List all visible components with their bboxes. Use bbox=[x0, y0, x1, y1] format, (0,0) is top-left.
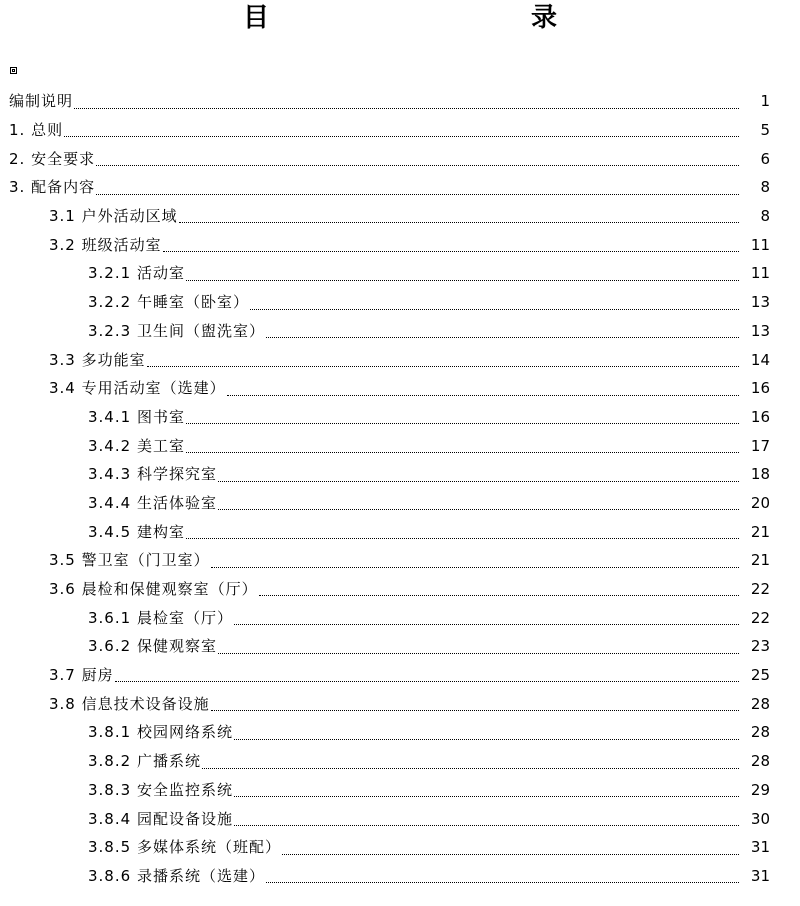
toc-entry[interactable] bbox=[0, 374, 800, 403]
toc-entry-page-number: 16 bbox=[750, 379, 770, 398]
toc-entry-number: 3.8.2 bbox=[88, 752, 137, 771]
bookmark-anchor-icon[interactable] bbox=[10, 67, 17, 74]
toc-entry[interactable] bbox=[0, 431, 800, 460]
toc-entry[interactable] bbox=[0, 87, 800, 116]
toc-entry-page-number: 29 bbox=[750, 780, 770, 799]
dot-leader bbox=[186, 449, 739, 453]
toc-entry-title: 配备内容 bbox=[31, 178, 96, 197]
toc-entry-page-number: 28 bbox=[750, 694, 770, 713]
toc-entry[interactable] bbox=[0, 317, 800, 346]
toc-entry-title: 建构室 bbox=[136, 522, 185, 541]
toc-entry[interactable] bbox=[0, 144, 800, 173]
toc-entry-number: 3.8.3 bbox=[88, 780, 137, 799]
toc-entry[interactable] bbox=[0, 718, 800, 747]
toc-entry-page-number: 21 bbox=[750, 522, 770, 541]
dot-leader bbox=[74, 105, 739, 109]
dot-leader bbox=[186, 535, 739, 539]
toc-entry-title: 图书室 bbox=[136, 407, 185, 426]
toc-entry-page-number: 13 bbox=[750, 321, 770, 340]
toc-entry[interactable] bbox=[0, 288, 800, 317]
toc-entry[interactable] bbox=[0, 116, 800, 145]
toc-entry-title: 生活体验室 bbox=[136, 493, 217, 512]
toc-entry[interactable] bbox=[0, 632, 800, 661]
toc-entry[interactable] bbox=[0, 517, 800, 546]
dot-leader bbox=[234, 822, 739, 826]
toc-entry[interactable] bbox=[0, 202, 800, 231]
toc-entry-title: 信息技术设备设施 bbox=[81, 694, 210, 713]
toc-entry[interactable] bbox=[0, 489, 800, 518]
toc-entry[interactable] bbox=[0, 345, 800, 374]
toc-entry-number: 3.4.3 bbox=[88, 465, 137, 484]
dot-leader bbox=[202, 765, 739, 769]
toc-entry-title: 安全要求 bbox=[31, 149, 96, 168]
toc-entry-page-number: 8 bbox=[760, 178, 770, 197]
toc-entry-title: 晨检室（厅） bbox=[136, 608, 233, 627]
toc-entry-title: 校园网络系统 bbox=[136, 723, 233, 742]
toc-entry[interactable] bbox=[0, 833, 800, 862]
toc-entry-page-number: 11 bbox=[750, 235, 770, 254]
toc-entry-number: 3.8.6 bbox=[88, 866, 137, 885]
dot-leader bbox=[250, 306, 739, 310]
dot-leader bbox=[211, 564, 739, 568]
toc-entry-title: 警卫室（门卫室） bbox=[81, 551, 210, 570]
toc-entry-title: 多功能室 bbox=[81, 350, 146, 369]
dot-leader bbox=[282, 851, 739, 855]
toc-entry-page-number: 21 bbox=[750, 551, 770, 570]
toc-entry[interactable] bbox=[0, 230, 800, 259]
dot-leader bbox=[218, 650, 739, 654]
dot-leader bbox=[218, 506, 739, 510]
toc-entry-number: 3.8 bbox=[49, 694, 82, 713]
toc-entry-number: 3.3 bbox=[49, 350, 82, 369]
toc-entry-page-number: 31 bbox=[750, 866, 770, 885]
dot-leader bbox=[259, 592, 739, 596]
toc-entry-title: 厨房 bbox=[81, 666, 114, 685]
toc-entry-number: 3.7 bbox=[49, 666, 82, 685]
toc-entry-title: 卫生间（盥洗室） bbox=[136, 321, 265, 340]
toc-entry-page-number: 22 bbox=[750, 580, 770, 599]
toc-entry-number: 3.2.3 bbox=[88, 321, 137, 340]
toc-entry-title: 保健观察室 bbox=[136, 637, 217, 656]
dot-leader bbox=[266, 334, 739, 338]
toc-entry-title: 安全监控系统 bbox=[136, 780, 233, 799]
toc-entry-number: 3.8.5 bbox=[88, 838, 137, 857]
toc-entry-title: 活动室 bbox=[136, 264, 185, 283]
toc-entry[interactable] bbox=[0, 661, 800, 690]
toc-entry-title: 午睡室（卧室） bbox=[136, 293, 249, 312]
toc-entry[interactable] bbox=[0, 776, 800, 805]
dot-leader bbox=[266, 879, 739, 883]
toc-entry-number: 3.4.4 bbox=[88, 493, 137, 512]
toc-entry-number: 3.1 bbox=[49, 207, 82, 226]
dot-leader bbox=[234, 736, 739, 740]
toc-entry-page-number: 28 bbox=[750, 723, 770, 742]
toc-entry-page-number: 17 bbox=[750, 436, 770, 455]
dot-leader bbox=[163, 248, 739, 252]
dot-leader bbox=[147, 363, 739, 367]
toc-entry-page-number: 14 bbox=[750, 350, 770, 369]
toc-entry-page-number: 28 bbox=[750, 752, 770, 771]
toc-entry-number: 3.4.2 bbox=[88, 436, 137, 455]
dot-leader bbox=[96, 191, 739, 195]
dot-leader bbox=[179, 219, 739, 223]
dot-leader bbox=[218, 478, 739, 482]
toc-entry-number: 3. bbox=[9, 178, 32, 197]
toc-entry-page-number: 13 bbox=[750, 293, 770, 312]
toc-entry-number: 3.5 bbox=[49, 551, 82, 570]
toc-entry-page-number: 18 bbox=[750, 465, 770, 484]
toc-entry-number: 3.6 bbox=[49, 580, 82, 599]
toc-entry[interactable] bbox=[0, 460, 800, 489]
toc-entry-number: 3.2.2 bbox=[88, 293, 137, 312]
toc-entry-number: 3.4.5 bbox=[88, 522, 137, 541]
toc-entry[interactable] bbox=[0, 403, 800, 432]
toc-entry-number: 1. bbox=[9, 121, 32, 140]
toc-entry-title: 录播系统（选建） bbox=[136, 866, 265, 885]
toc-entry[interactable] bbox=[0, 603, 800, 632]
toc-entry-number: 3.8.1 bbox=[88, 723, 137, 742]
toc-entry-title: 美工室 bbox=[136, 436, 185, 455]
toc-entry-title: 晨检和保健观察室（厅） bbox=[81, 580, 258, 599]
toc-entry-page-number: 16 bbox=[750, 407, 770, 426]
toc-entry-page-number: 5 bbox=[760, 121, 770, 140]
dot-leader bbox=[115, 678, 739, 682]
toc-entry[interactable] bbox=[0, 804, 800, 833]
toc-entry-title: 科学探究室 bbox=[136, 465, 217, 484]
dot-leader bbox=[234, 793, 739, 797]
toc-entry-title: 总则 bbox=[31, 121, 64, 140]
toc-entry-page-number: 8 bbox=[760, 207, 770, 226]
toc-entry-page-number: 20 bbox=[750, 493, 770, 512]
toc-entry-page-number: 1 bbox=[760, 92, 770, 111]
toc-entry-number: 3.6.1 bbox=[88, 608, 137, 627]
dot-leader bbox=[227, 392, 739, 396]
toc-entry-page-number: 30 bbox=[750, 809, 770, 828]
toc-entry-title: 户外活动区域 bbox=[81, 207, 178, 226]
dot-leader bbox=[96, 162, 739, 166]
toc-entry-number: 3.2.1 bbox=[88, 264, 137, 283]
toc-entry-page-number: 31 bbox=[750, 838, 770, 857]
toc-entry-number: 3.2 bbox=[49, 235, 82, 254]
toc-entry-title: 编制说明 bbox=[9, 92, 74, 111]
table-of-contents bbox=[0, 87, 800, 890]
toc-entry[interactable] bbox=[0, 575, 800, 604]
toc-entry-page-number: 11 bbox=[750, 264, 770, 283]
toc-entry[interactable] bbox=[0, 862, 800, 891]
toc-entry-page-number: 22 bbox=[750, 608, 770, 627]
toc-entry-title: 广播系统 bbox=[136, 752, 201, 771]
dot-leader bbox=[186, 277, 739, 281]
toc-entry[interactable] bbox=[0, 173, 800, 202]
toc-entry-title: 园配设备设施 bbox=[136, 809, 233, 828]
toc-entry-page-number: 6 bbox=[760, 149, 770, 168]
toc-entry-number: 3.6.2 bbox=[88, 637, 137, 656]
toc-entry-title: 专用活动室（选建） bbox=[81, 379, 226, 398]
toc-entry-number: 3.4.1 bbox=[88, 407, 137, 426]
dot-leader bbox=[64, 133, 739, 137]
dot-leader bbox=[186, 420, 739, 424]
toc-entry-page-number: 25 bbox=[750, 666, 770, 685]
dot-leader bbox=[211, 707, 739, 711]
toc-entry[interactable] bbox=[0, 689, 800, 718]
toc-entry[interactable] bbox=[0, 259, 800, 288]
toc-entry-page-number: 23 bbox=[750, 637, 770, 656]
toc-entry-number: 3.8.4 bbox=[88, 809, 137, 828]
toc-entry-number: 3.4 bbox=[49, 379, 82, 398]
toc-entry-title: 多媒体系统（班配） bbox=[136, 838, 281, 857]
toc-entry-title: 班级活动室 bbox=[81, 235, 162, 254]
page-title: 目 录 bbox=[242, 3, 627, 33]
toc-entry[interactable] bbox=[0, 546, 800, 575]
dot-leader bbox=[234, 621, 739, 625]
toc-entry-number: 2. bbox=[9, 149, 32, 168]
toc-entry[interactable] bbox=[0, 747, 800, 776]
